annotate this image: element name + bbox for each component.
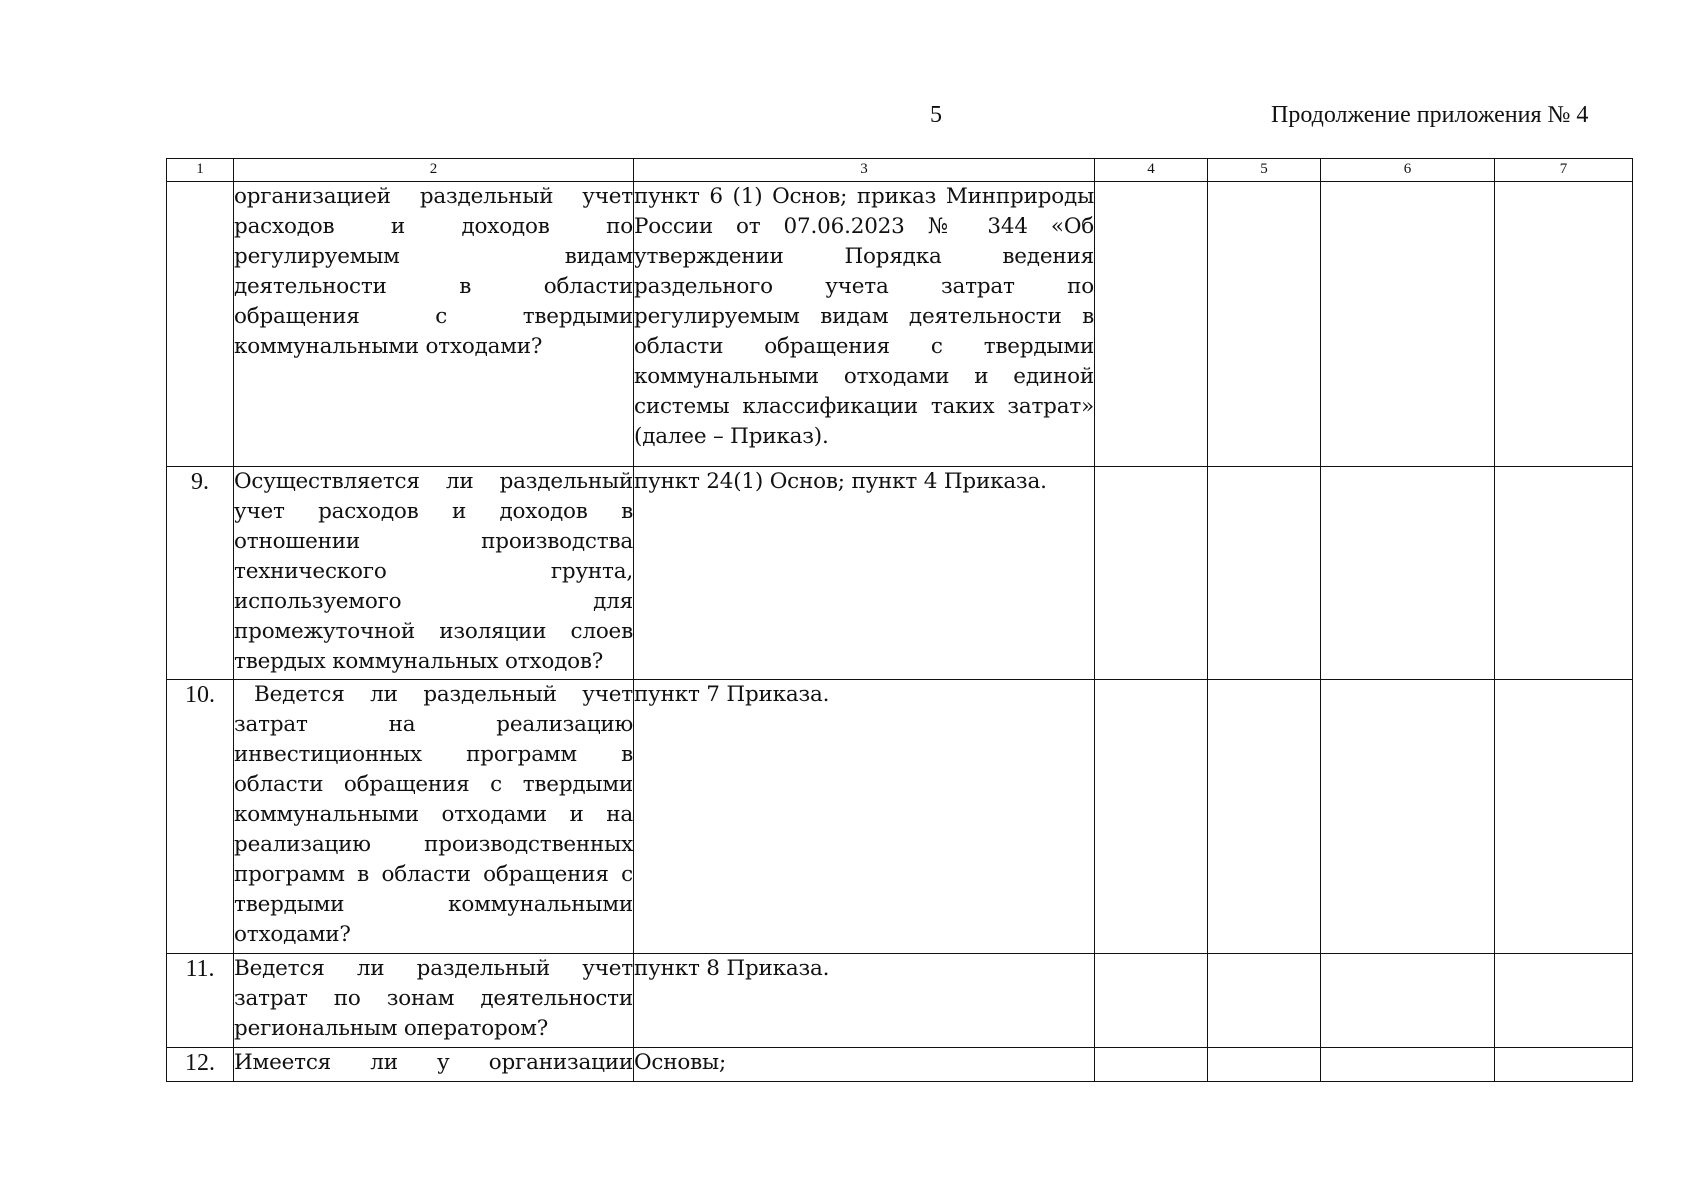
empty-cell [1321,954,1495,1048]
column-header: 3 [634,159,1095,182]
question-cell [234,1048,634,1082]
reference-cell [634,680,1095,954]
reference-cell [634,182,1095,467]
empty-cell [1321,680,1495,954]
table-row [167,467,1633,680]
reference-text: Основы; [634,1050,727,1075]
appendix-continuation-label: Продолжение приложения № 4 [1271,102,1589,128]
empty-cell [1208,467,1321,680]
empty-cell [1495,467,1633,680]
page-number: 5 [930,102,942,128]
row-number: 9. [167,467,234,680]
question-text: организацией раздельный учет расходов и доходов по регулируемым видам деятельности в области обращения с твердыми коммунальными отходами? [234,184,633,359]
checklist-table [166,158,1633,1082]
empty-cell [1495,182,1633,467]
column-header: 6 [1321,159,1495,182]
row-number: 11. [167,954,234,1048]
column-header: 1 [167,159,234,182]
table-row [167,680,1633,954]
reference-text: пункт 24(1) Основ; пункт 4 Приказа. [634,469,1047,494]
empty-cell [1095,1048,1208,1082]
reference-text: пункт 8 Приказа. [634,956,830,981]
empty-cell [1495,680,1633,954]
question-cell [234,680,634,954]
empty-cell [1095,680,1208,954]
reference-text: пункт 7 Приказа. [634,682,830,707]
row-number: 12. [167,1048,234,1082]
question-text: Ведется ли раздельный учет затрат на реализацию инвестиционных программ в области обращения с твердыми коммунальными отходами и на реализацию производственных программ в области обращения с твердыми коммунальными отходами? [234,682,633,947]
empty-cell [1095,182,1208,467]
column-header: 2 [234,159,634,182]
empty-cell [1321,1048,1495,1082]
empty-cell [1321,467,1495,680]
empty-cell [1208,182,1321,467]
empty-cell [1208,1048,1321,1082]
empty-cell [1095,954,1208,1048]
column-header: 4 [1095,159,1208,182]
column-header: 7 [1495,159,1633,182]
row-number: 10. [167,680,234,954]
reference-cell [634,1048,1095,1082]
empty-cell [1495,1048,1633,1082]
question-text: Имеется ли у организации [234,1050,633,1075]
empty-cell [1495,954,1633,1048]
question-cell [234,467,634,680]
table-header [167,159,1633,182]
question-cell [234,182,634,467]
reference-cell [634,467,1095,680]
question-text: Осуществляется ли раздельный учет расходов и доходов в отношении производства технического грунта, используемого для промежуточной изоляции слоев твердых коммунальных отходов? [234,469,633,674]
question-cell [234,954,634,1048]
empty-cell [1321,182,1495,467]
table-row [167,182,1633,467]
reference-cell [634,954,1095,1048]
column-header: 5 [1208,159,1321,182]
table-row [167,954,1633,1048]
column-number-row [167,159,1633,182]
reference-text: пункт 6 (1) Основ; приказ Минприроды России от 07.06.2023 № 344 «Об утверждении Порядка ведения раздельного учета затрат по регулируемым видам деятельности в области обращения с твердыми коммунальными отходами и единой системы классификации таких затрат» (далее – Приказ). [634,184,1094,449]
empty-cell [1208,680,1321,954]
empty-cell [1208,954,1321,1048]
table-row [167,1048,1633,1082]
row-number [167,182,234,467]
question-text: Ведется ли раздельный учет затрат по зонам деятельности региональным оператором? [234,956,633,1041]
table-body [167,182,1633,1082]
empty-cell [1095,467,1208,680]
